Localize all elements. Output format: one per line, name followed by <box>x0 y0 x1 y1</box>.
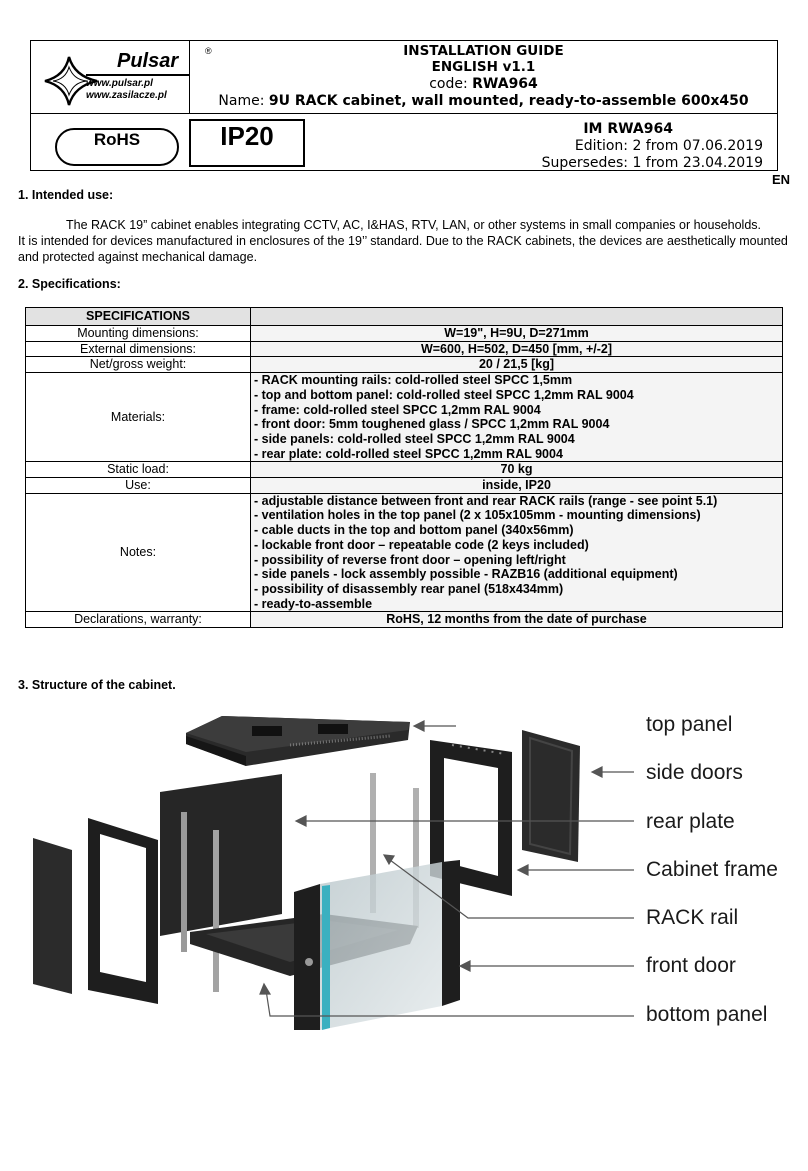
product-code: RWA964 <box>472 76 538 92</box>
header-divider <box>31 113 777 114</box>
label-rack-rail: RACK rail <box>646 906 739 929</box>
spec-value-line: - top and bottom panel: cold-rolled steel SPCC 1,2mm RAL 9004 <box>254 387 634 402</box>
label-front-door: front door <box>646 954 736 977</box>
spec-value-line: inside, IP20 <box>482 478 551 493</box>
table-header-row <box>26 308 783 326</box>
spec-value-line: - possibility of reverse front door – opening left/right <box>254 552 566 567</box>
spec-row <box>26 462 783 478</box>
spec-row <box>26 612 783 628</box>
spec-value <box>251 326 783 342</box>
label-bottom-panel: bottom panel <box>646 1003 768 1026</box>
spec-row <box>26 357 783 373</box>
spec-value-line: RoHS, 12 months from the date of purchase <box>386 612 647 627</box>
spec-value-line: 20 / 21,5 [kg] <box>478 357 555 372</box>
spec-value <box>251 341 783 357</box>
code-label: code: <box>429 76 473 92</box>
label-side-doors: side doors <box>646 761 743 784</box>
spec-value-line: 70 kg <box>500 462 533 477</box>
side-door-left-part <box>33 838 72 994</box>
spec-value-line: - front door: 5mm toughened glass / SPCC 1,2mm RAL 9004 <box>254 417 610 432</box>
logo-brand: Pulsar <box>117 50 179 72</box>
spec-row <box>26 373 783 462</box>
spec-value-line: - lockable front door – repeatable code (2 keys included) <box>254 537 589 552</box>
logo-underline <box>86 74 190 76</box>
guide-title: INSTALLATION GUIDE <box>403 43 564 59</box>
spec-value <box>251 493 783 612</box>
spec-value <box>251 612 783 628</box>
label-rear-plate: rear plate <box>646 810 735 833</box>
edition: Edition: 2 from 07.06.2019 <box>574 138 763 154</box>
logo-url-zasilacze: www.zasilacze.pl <box>86 90 167 101</box>
spec-label: External dimensions: <box>26 341 251 357</box>
cabinet-frame-left-part <box>88 818 158 1004</box>
spec-row <box>26 326 783 342</box>
spec-value-line: - side panels: cold-rolled steel SPCC 1,2mm RAL 9004 <box>254 431 575 446</box>
spec-value <box>251 462 783 478</box>
spec-value-line: - side panels - lock assembly possible - RAZB16 (additional equipment) <box>254 567 678 582</box>
spec-value <box>251 373 783 462</box>
section-specifications-title: 2. Specifications: <box>18 277 121 291</box>
product-code-line <box>191 76 776 92</box>
im-code: IM RWA964 <box>583 121 673 137</box>
spec-label: Notes: <box>26 493 251 612</box>
product-name-line <box>191 93 776 109</box>
spec-row <box>26 493 783 612</box>
spec-row <box>26 341 783 357</box>
intended-use-line-2: It is intended for devices manufactured in enclosures of the 19’’ standard. Due to the RACK cabinets, the devices are aesthetically mounted and protected against mechanical damage. <box>18 234 788 264</box>
spec-label: Static load: <box>26 462 251 478</box>
spec-value-line: W=600, H=502, D=450 [mm, +/-2] <box>420 341 613 356</box>
spec-value-line: - ready-to-assemble <box>254 596 373 611</box>
intended-use-line-1: The RACK 19” cabinet enables integrating CCTV, AC, I&HAS, RTV, LAN, or other systems in small companies or households. <box>66 218 762 232</box>
supersedes: Supersedes: 1 from 23.04.2019 <box>541 155 763 171</box>
spec-value-line: - ventilation holes in the top panel (2 x 105x105mm - mounting dimensions) <box>254 508 701 523</box>
ip-rating-badge: IP20 <box>189 119 305 167</box>
spec-value <box>251 478 783 494</box>
name-label: Name: <box>218 93 269 109</box>
top-panel-part <box>186 716 410 766</box>
rear-plate-part <box>160 774 282 936</box>
rohs-badge: RoHS <box>55 128 179 166</box>
section-intended-use-title: 1. Intended use: <box>18 188 114 202</box>
spec-label: Net/gross weight: <box>26 357 251 373</box>
section-structure-title: 3. Structure of the cabinet. <box>18 678 176 692</box>
front-door-part <box>294 860 460 1030</box>
spec-value-line: - adjustable distance between front and rear RACK rails (range - see point 5.1) <box>254 493 718 508</box>
spec-label: Mounting dimensions: <box>26 326 251 342</box>
language-version: ENGLISH v1.1 <box>431 59 536 75</box>
spec-value-line: W=19", H=9U, D=271mm <box>444 326 589 340</box>
label-cabinet-frame: Cabinet frame <box>646 858 778 881</box>
logo-url-pulsar: www.pulsar.pl <box>86 78 153 89</box>
table-header: SPECIFICATIONS <box>26 308 251 326</box>
language-tag: EN <box>771 172 790 187</box>
spec-value <box>251 357 783 373</box>
label-top-panel: top panel <box>646 713 733 736</box>
spec-value-line: - cable ducts in the top and bottom panel (340x56mm) <box>254 523 574 538</box>
table-header-blank <box>251 308 783 326</box>
logo-registered-mark: ® <box>205 46 212 56</box>
spec-value-line: - rear plate: cold-rolled steel SPCC 1,2mm RAL 9004 <box>254 446 563 461</box>
side-door-right-part <box>522 730 580 862</box>
spec-value-line: - frame: cold-rolled steel SPCC 1,2mm RAL 9004 <box>254 402 541 417</box>
spec-value-line: - possibility of disassembly rear panel (518x434mm) <box>254 581 564 596</box>
spec-label: Declarations, warranty: <box>26 612 251 628</box>
intended-use-paragraph <box>18 217 792 265</box>
spec-label: Materials: <box>26 373 251 462</box>
product-name: 9U RACK cabinet, wall mounted, ready-to-assemble 600x450 <box>268 93 749 109</box>
specifications-table <box>25 307 783 628</box>
document-header <box>30 40 778 171</box>
spec-row <box>26 478 783 494</box>
spec-value-line: - RACK mounting rails: cold-rolled steel SPCC 1,5mm <box>254 373 573 388</box>
logo-divider <box>189 41 190 113</box>
spec-label: Use: <box>26 478 251 494</box>
